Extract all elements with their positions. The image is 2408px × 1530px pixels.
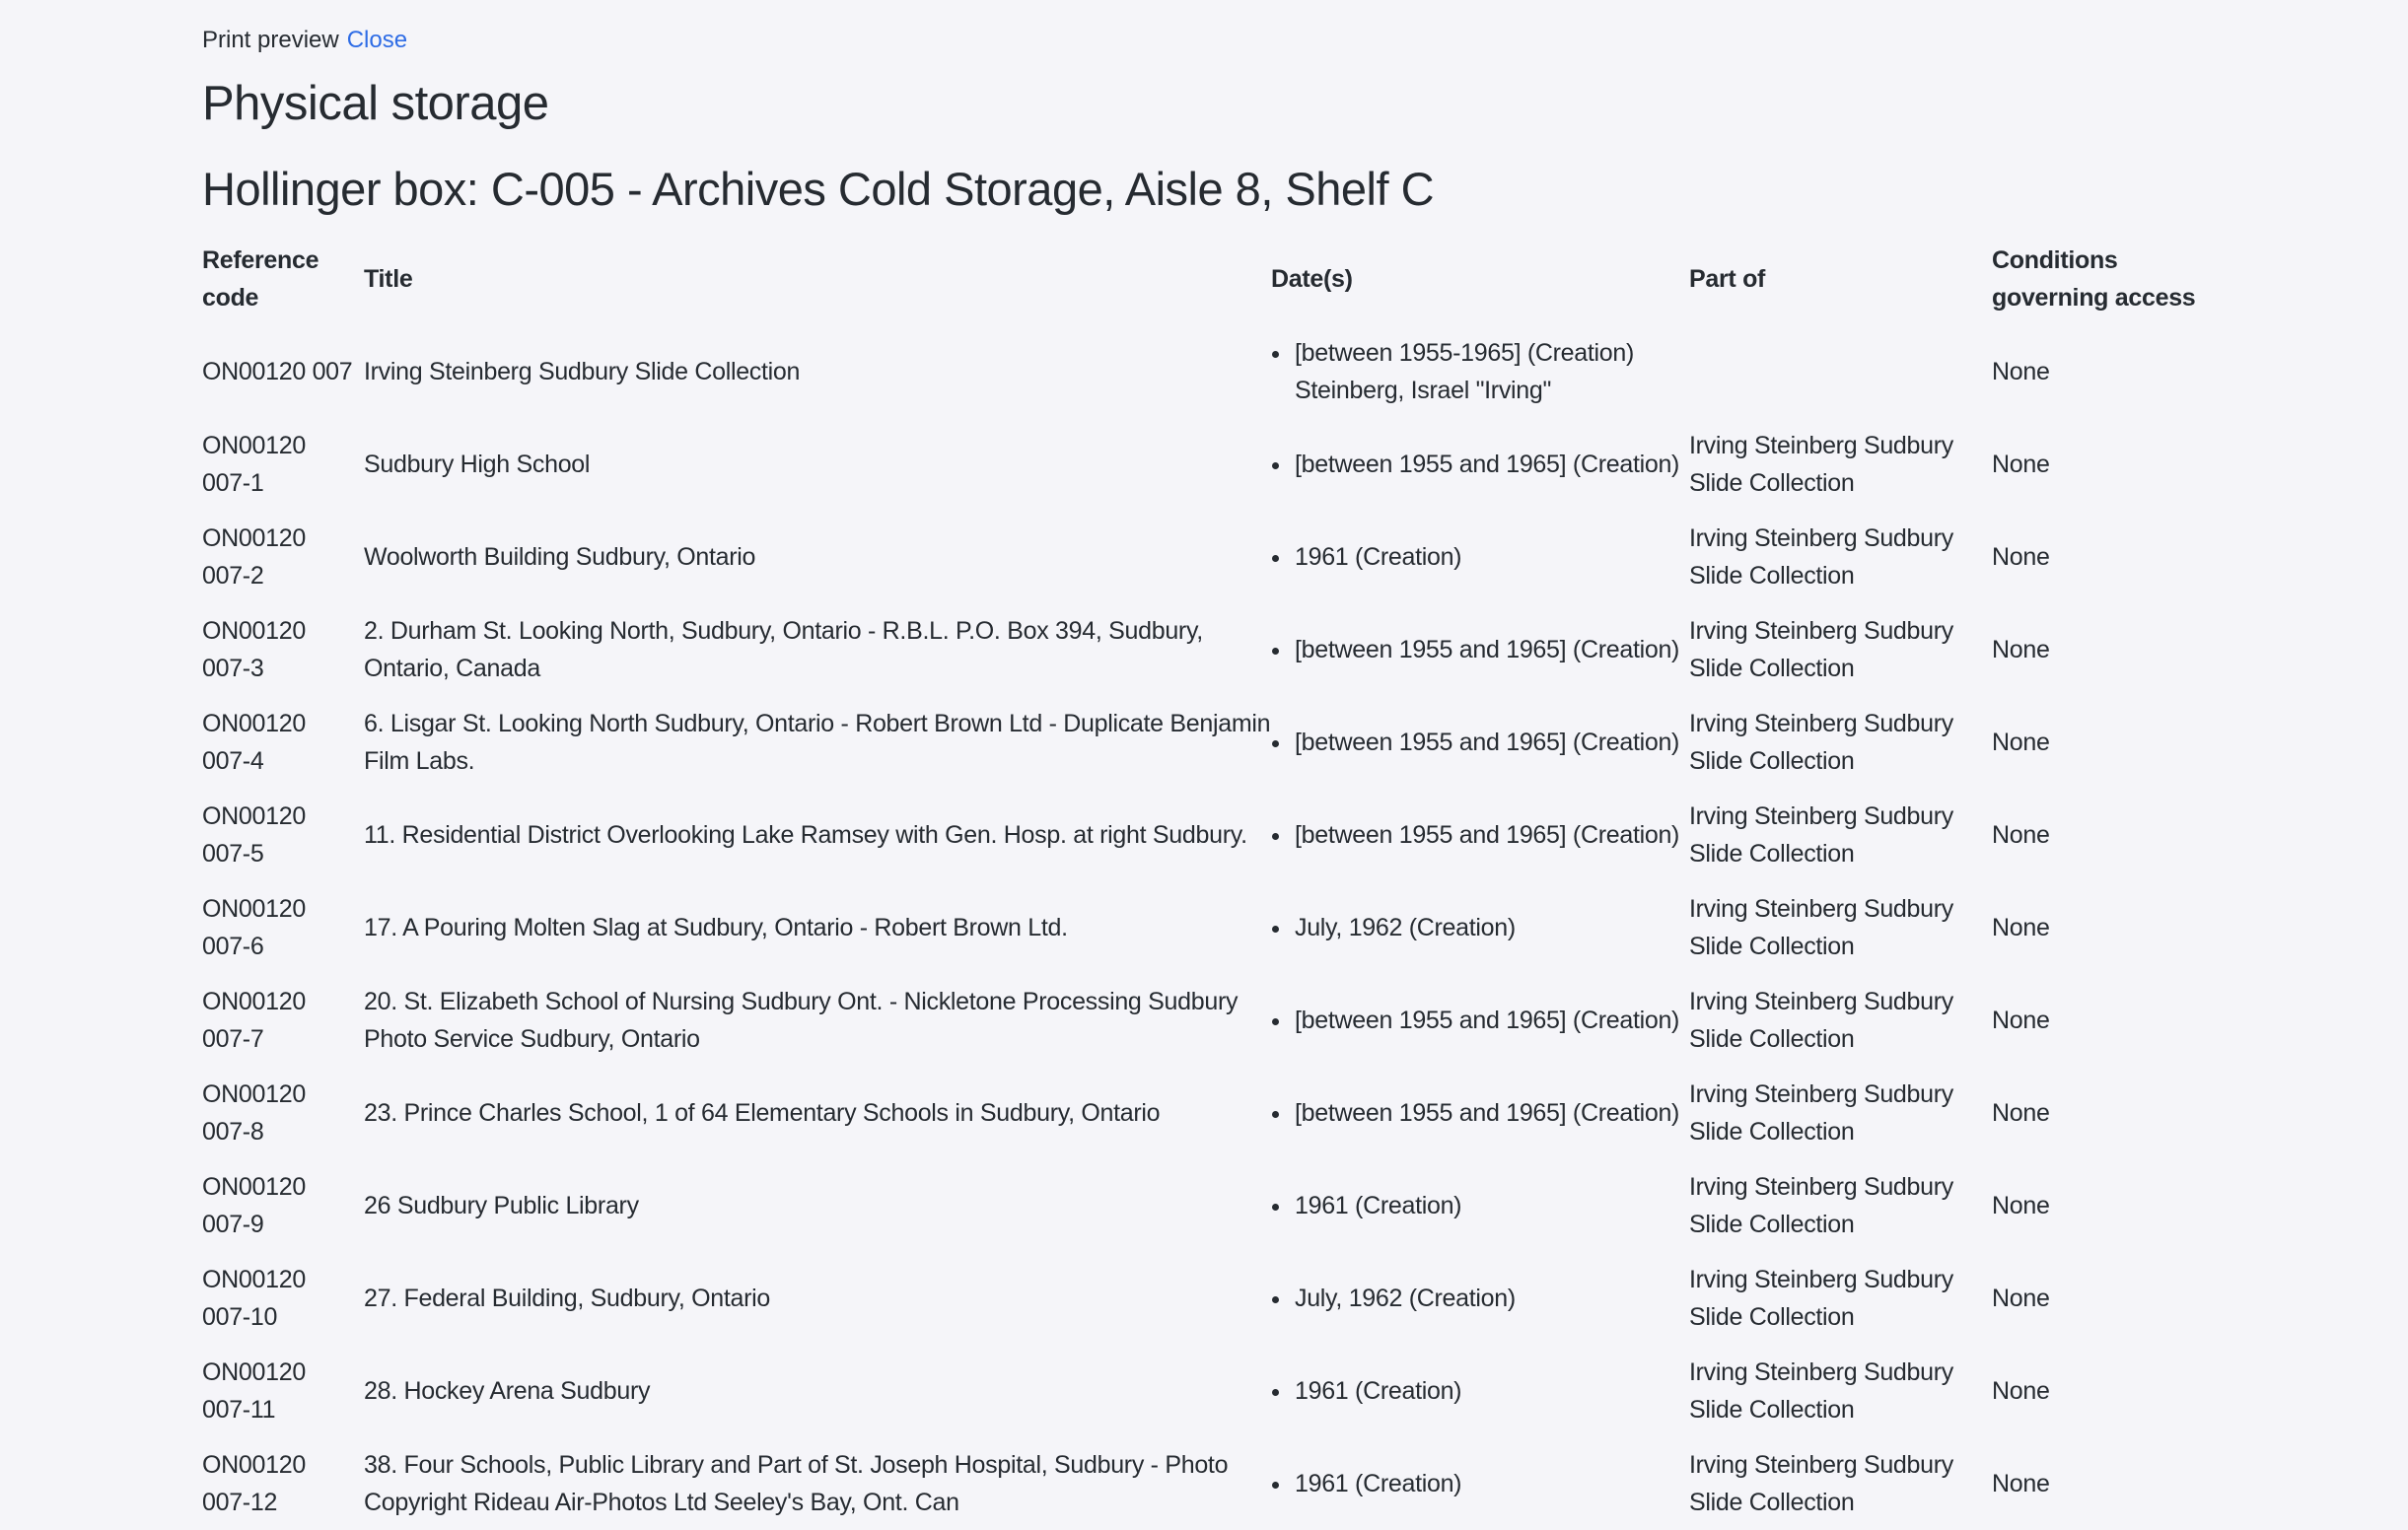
table-row xyxy=(202,696,2229,789)
table-row xyxy=(202,511,2229,603)
date-list xyxy=(1271,816,1689,854)
date-item xyxy=(1293,724,1689,761)
date-item xyxy=(1293,631,1689,668)
title-cell: 38. Four Schools, Public Library and Part of St. Joseph Hospital, Sudbury - Photo Copyright Rideau Air-Photos Ltd Seeley's Bay, Ont. Can xyxy=(364,1451,1229,1516)
dates-cell xyxy=(1271,1159,1689,1252)
table-row xyxy=(202,1437,2229,1530)
date-list xyxy=(1271,538,1689,576)
dates-cell xyxy=(1271,1252,1689,1345)
date-list xyxy=(1271,909,1689,946)
column-header-reference-code: Reference code xyxy=(202,246,319,312)
reference-code-cell: ON00120 007-7 xyxy=(202,988,306,1053)
date-text: • 1961 (Creation) xyxy=(1295,543,1462,571)
date-item xyxy=(1293,538,1689,576)
reference-code-cell: ON00120 007-1 xyxy=(202,432,306,497)
conditions-cell: None xyxy=(1992,1007,2050,1034)
part-of-cell: Irving Steinberg Sudbury Slide Collection xyxy=(1689,524,1953,590)
date-list xyxy=(1271,1280,1689,1317)
part-of-cell: Irving Steinberg Sudbury Slide Collection xyxy=(1689,1358,1953,1424)
date-item xyxy=(1293,909,1689,946)
conditions-cell: None xyxy=(1992,358,2050,385)
date-text: • [between 1955 and 1965] (Creation) xyxy=(1295,1099,1680,1127)
conditions-cell: None xyxy=(1992,729,2050,756)
part-of-cell: Irving Steinberg Sudbury Slide Collection xyxy=(1689,988,1953,1053)
date-item xyxy=(1293,334,1689,409)
dates-cell xyxy=(1271,789,1689,881)
date-text: • July, 1962 (Creation) xyxy=(1295,914,1516,941)
column-header-dates: Date(s) xyxy=(1271,265,1353,293)
table-row xyxy=(202,1159,2229,1252)
part-of-cell: Irving Steinberg Sudbury Slide Collection xyxy=(1689,617,1953,682)
title-cell: 23. Prince Charles School, 1 of 64 Elementary Schools in Sudbury, Ontario xyxy=(364,1099,1161,1127)
conditions-cell: None xyxy=(1992,451,2050,478)
print-preview-topbar xyxy=(202,26,2408,55)
part-of-cell: Irving Steinberg Sudbury Slide Collection xyxy=(1689,1451,1953,1516)
part-of-cell: Irving Steinberg Sudbury Slide Collection xyxy=(1689,710,1953,775)
table-row xyxy=(202,1252,2229,1345)
reference-code-cell: ON00120 007-9 xyxy=(202,1173,306,1238)
column-header-conditions: Conditions governing access xyxy=(1992,246,2196,312)
date-list xyxy=(1271,1187,1689,1224)
reference-code-cell: ON00120 007-4 xyxy=(202,710,306,775)
dates-cell xyxy=(1271,418,1689,511)
column-header-title: Title xyxy=(364,265,413,293)
dates-cell xyxy=(1271,696,1689,789)
date-text: • [between 1955 and 1965] (Creation) xyxy=(1295,729,1680,756)
date-list xyxy=(1271,631,1689,668)
reference-code-cell: ON00120 007-8 xyxy=(202,1080,306,1146)
table-row xyxy=(202,603,2229,696)
dates-cell xyxy=(1271,603,1689,696)
title-cell: 6. Lisgar St. Looking North Sudbury, Ontario - Robert Brown Ltd - Duplicate Benjamin Film Labs. xyxy=(364,710,1271,775)
page-title: Physical storage xyxy=(202,77,549,130)
print-preview-label: Print preview xyxy=(202,27,339,53)
date-item xyxy=(1293,1187,1689,1224)
creator-name: Steinberg, Israel "Irving" xyxy=(1295,377,1552,404)
column-header-part-of: Part of xyxy=(1689,265,1766,293)
table-row xyxy=(202,789,2229,881)
title-cell: 11. Residential District Overlooking Lake Ramsey with Gen. Hosp. at right Sudbury. xyxy=(364,821,1247,849)
date-item xyxy=(1293,1002,1689,1039)
date-item xyxy=(1293,1280,1689,1317)
date-text: • [between 1955 and 1965] (Creation) xyxy=(1295,821,1680,849)
conditions-cell: None xyxy=(1992,914,2050,941)
date-text: • 1961 (Creation) xyxy=(1295,1377,1462,1405)
date-list xyxy=(1271,724,1689,761)
dates-cell xyxy=(1271,974,1689,1067)
part-of-cell: Irving Steinberg Sudbury Slide Collection xyxy=(1689,1080,1953,1146)
close-link[interactable]: Close xyxy=(346,27,408,53)
title-cell: 2. Durham St. Looking North, Sudbury, Ontario - R.B.L. P.O. Box 394, Sudbury, Ontario, Canada xyxy=(364,617,1203,682)
part-of-cell: Irving Steinberg Sudbury Slide Collection xyxy=(1689,802,1953,868)
title-cell: Irving Steinberg Sudbury Slide Collection xyxy=(364,358,801,385)
reference-code-cell: ON00120 007-3 xyxy=(202,617,306,682)
part-of-cell: Irving Steinberg Sudbury Slide Collection xyxy=(1689,432,1953,497)
date-text: • [between 1955 and 1965] (Creation) xyxy=(1295,451,1680,478)
table-row xyxy=(202,881,2229,974)
reference-code-cell: ON00120 007-11 xyxy=(202,1358,306,1424)
conditions-cell: None xyxy=(1992,543,2050,571)
table-row xyxy=(202,974,2229,1067)
dates-cell xyxy=(1271,881,1689,974)
dates-cell xyxy=(1271,1345,1689,1437)
title-cell: 28. Hockey Arena Sudbury xyxy=(364,1377,651,1405)
title-cell: 27. Federal Building, Sudbury, Ontario xyxy=(364,1285,770,1312)
date-item xyxy=(1293,1372,1689,1410)
conditions-cell: None xyxy=(1992,1377,2050,1405)
table-body xyxy=(202,325,2229,1530)
date-item xyxy=(1293,446,1689,483)
conditions-cell: None xyxy=(1992,1285,2050,1312)
date-item xyxy=(1293,1465,1689,1502)
table-row xyxy=(202,418,2229,511)
part-of-cell: Irving Steinberg Sudbury Slide Collection xyxy=(1689,1173,1953,1238)
date-list xyxy=(1271,446,1689,483)
dates-cell xyxy=(1271,325,1689,418)
table-header xyxy=(202,233,2229,325)
part-of-cell: Irving Steinberg Sudbury Slide Collection xyxy=(1689,1266,1953,1331)
part-of-cell: Irving Steinberg Sudbury Slide Collection xyxy=(1689,895,1953,960)
conditions-cell: None xyxy=(1992,1470,2050,1497)
date-item xyxy=(1293,1094,1689,1132)
reference-code-cell: ON00120 007-5 xyxy=(202,802,306,868)
date-text: • 1961 (Creation) xyxy=(1295,1470,1462,1497)
date-text: • [between 1955 and 1965] (Creation) xyxy=(1295,636,1680,663)
table-row xyxy=(202,1067,2229,1159)
dates-cell xyxy=(1271,1437,1689,1530)
table-header-row xyxy=(202,233,2229,325)
dates-cell xyxy=(1271,511,1689,603)
date-list xyxy=(1271,1372,1689,1410)
title-cell: 26 Sudbury Public Library xyxy=(364,1192,639,1219)
conditions-cell: None xyxy=(1992,636,2050,663)
table-row xyxy=(202,325,2229,418)
date-list xyxy=(1271,1094,1689,1132)
reference-code-cell: ON00120 007-12 xyxy=(202,1451,306,1516)
date-list xyxy=(1271,334,1689,409)
date-text: • [between 1955-1965] (Creation) xyxy=(1295,339,1635,367)
part-of-cell xyxy=(1689,325,1992,418)
date-text: • [between 1955 and 1965] (Creation) xyxy=(1295,1007,1680,1034)
dates-cell xyxy=(1271,1067,1689,1159)
date-text: • 1961 (Creation) xyxy=(1295,1192,1462,1219)
reference-code-cell: ON00120 007-10 xyxy=(202,1266,306,1331)
title-cell: Woolworth Building Sudbury, Ontario xyxy=(364,543,756,571)
conditions-cell: None xyxy=(1992,821,2050,849)
title-cell: 17. A Pouring Molten Slag at Sudbury, Ontario - Robert Brown Ltd. xyxy=(364,914,1068,941)
date-item xyxy=(1293,816,1689,854)
title-cell: Sudbury High School xyxy=(364,451,591,478)
conditions-cell: None xyxy=(1992,1099,2050,1127)
reference-code-cell: ON00120 007-6 xyxy=(202,895,306,960)
storage-subtitle: Hollinger box: C-005 - Archives Cold Storage, Aisle 8, Shelf C xyxy=(202,163,1435,215)
reference-code-cell: ON00120 007 xyxy=(202,358,353,385)
conditions-cell: None xyxy=(1992,1192,2050,1219)
table-row xyxy=(202,1345,2229,1437)
date-text: • July, 1962 (Creation) xyxy=(1295,1285,1516,1312)
date-list xyxy=(1271,1465,1689,1502)
reference-code-cell: ON00120 007-2 xyxy=(202,524,306,590)
title-cell: 20. St. Elizabeth School of Nursing Sudbury Ont. - Nickletone Processing Sudbury Photo Service Sudbury, Ontario xyxy=(364,988,1239,1053)
physical-storage-table xyxy=(202,233,2229,1530)
date-list xyxy=(1271,1002,1689,1039)
